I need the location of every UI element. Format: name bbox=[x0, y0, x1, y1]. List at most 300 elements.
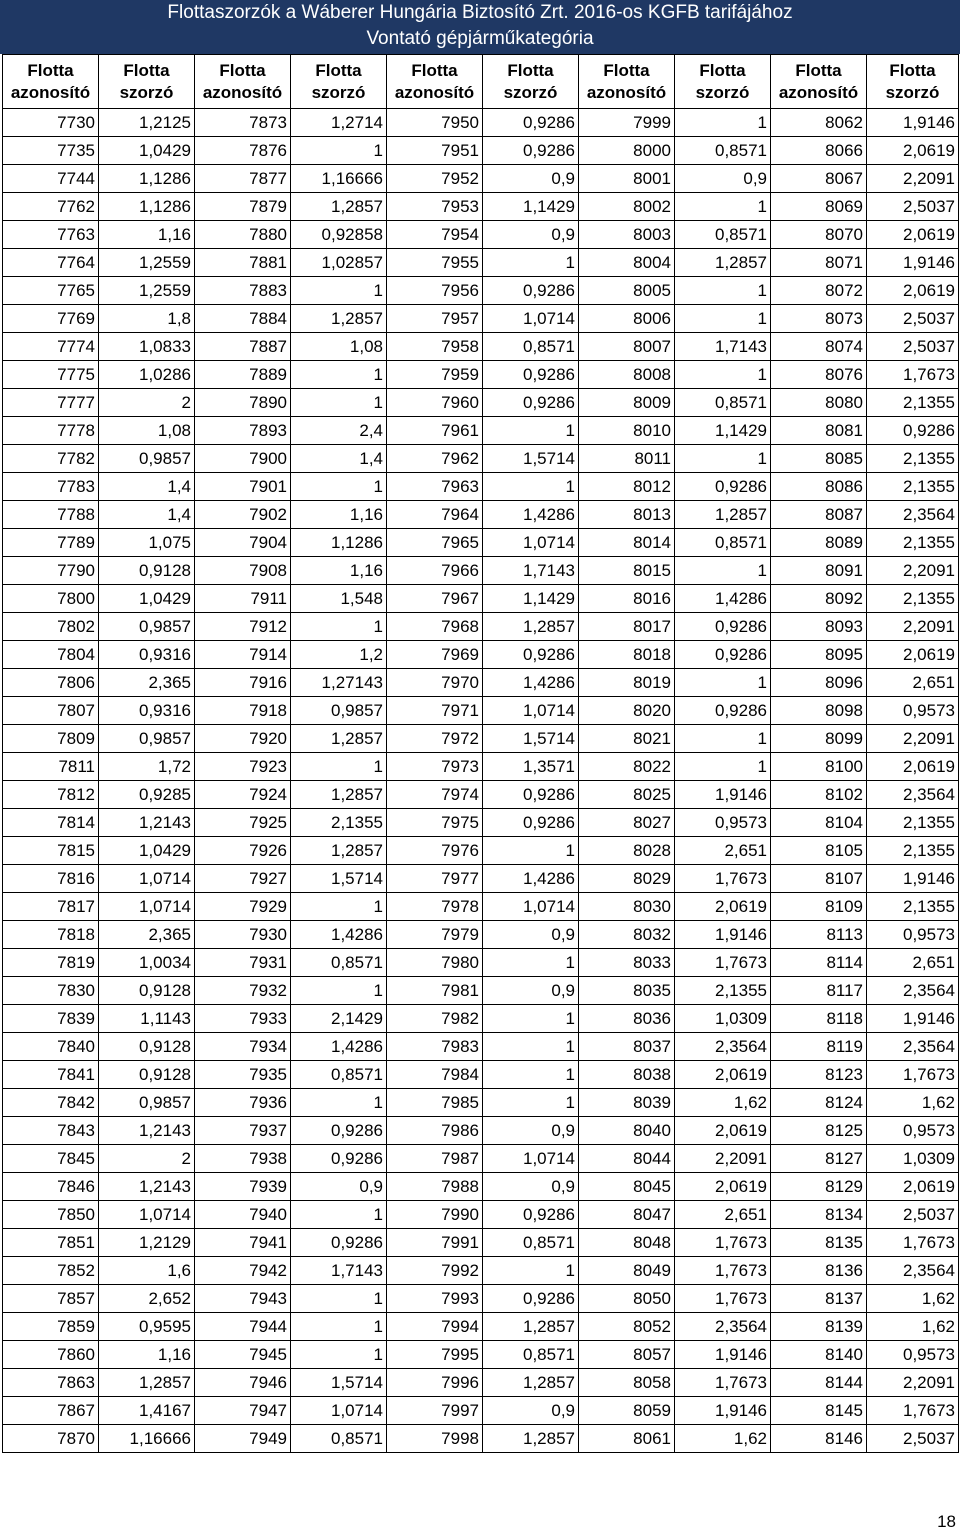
column-header bbox=[99, 55, 195, 109]
fleet-id-cell: 7873 bbox=[195, 109, 291, 137]
column-header-line2: azonosító bbox=[202, 82, 283, 102]
column-header-line2: azonosító bbox=[778, 82, 859, 102]
fleet-id-cell: 7884 bbox=[195, 305, 291, 333]
fleet-id-cell: 7957 bbox=[387, 305, 483, 333]
multiplier-cell: 2,5037 bbox=[867, 193, 959, 221]
multiplier-cell: 1,2559 bbox=[99, 249, 195, 277]
fleet-id-cell: 7984 bbox=[387, 1061, 483, 1089]
table-row bbox=[3, 1117, 959, 1145]
fleet-id-cell: 7979 bbox=[387, 921, 483, 949]
fleet-id-cell: 8070 bbox=[771, 221, 867, 249]
multiplier-cell: 2,1355 bbox=[867, 893, 959, 921]
multiplier-cell: 1,5714 bbox=[291, 1369, 387, 1397]
multiplier-cell: 0,9128 bbox=[99, 1033, 195, 1061]
fleet-id-cell: 7778 bbox=[3, 417, 99, 445]
fleet-id-cell: 8074 bbox=[771, 333, 867, 361]
fleet-id-cell: 7818 bbox=[3, 921, 99, 949]
multiplier-cell: 0,9128 bbox=[99, 1061, 195, 1089]
fleet-id-cell: 7994 bbox=[387, 1313, 483, 1341]
multiplier-cell: 0,9286 bbox=[483, 389, 579, 417]
fleet-id-cell: 8071 bbox=[771, 249, 867, 277]
fleet-id-cell: 7815 bbox=[3, 837, 99, 865]
multiplier-cell: 2,3564 bbox=[867, 1257, 959, 1285]
fleet-id-cell: 7845 bbox=[3, 1145, 99, 1173]
multiplier-cell: 1,0309 bbox=[675, 1005, 771, 1033]
table-row bbox=[3, 165, 959, 193]
multiplier-cell: 2,5037 bbox=[867, 305, 959, 333]
fleet-id-cell: 8080 bbox=[771, 389, 867, 417]
fleet-id-cell: 7879 bbox=[195, 193, 291, 221]
multiplier-cell: 2,0619 bbox=[867, 137, 959, 165]
column-header bbox=[771, 55, 867, 109]
fleet-id-cell: 8096 bbox=[771, 669, 867, 697]
fleet-id-cell: 7959 bbox=[387, 361, 483, 389]
multiplier-cell: 0,9 bbox=[483, 221, 579, 249]
multiplier-cell: 0,9286 bbox=[483, 109, 579, 137]
fleet-id-cell: 7946 bbox=[195, 1369, 291, 1397]
multiplier-cell: 1 bbox=[675, 557, 771, 585]
multiplier-cell: 1,0714 bbox=[483, 697, 579, 725]
fleet-id-cell: 7775 bbox=[3, 361, 99, 389]
multiplier-cell: 2,1355 bbox=[867, 585, 959, 613]
fleet-id-cell: 8118 bbox=[771, 1005, 867, 1033]
table-row bbox=[3, 585, 959, 613]
fleet-id-cell: 7890 bbox=[195, 389, 291, 417]
multiplier-cell: 2,2091 bbox=[867, 613, 959, 641]
fleet-id-cell: 7764 bbox=[3, 249, 99, 277]
multiplier-cell: 1,1286 bbox=[99, 165, 195, 193]
multiplier-cell: 1 bbox=[291, 361, 387, 389]
multiplier-cell: 1,3571 bbox=[483, 753, 579, 781]
multiplier-cell: 1,16 bbox=[99, 1341, 195, 1369]
fleet-id-cell: 7931 bbox=[195, 949, 291, 977]
fleet-id-cell: 7942 bbox=[195, 1257, 291, 1285]
fleet-id-cell: 7851 bbox=[3, 1229, 99, 1257]
fleet-id-cell: 8005 bbox=[579, 277, 675, 305]
table-row bbox=[3, 109, 959, 137]
fleet-id-cell: 7997 bbox=[387, 1397, 483, 1425]
multiplier-cell: 0,9286 bbox=[291, 1145, 387, 1173]
fleet-id-cell: 8067 bbox=[771, 165, 867, 193]
multiplier-cell: 1,9146 bbox=[675, 1397, 771, 1425]
multiplier-cell: 1,27143 bbox=[291, 669, 387, 697]
page-number: 18 bbox=[937, 1512, 956, 1531]
fleet-id-cell: 7976 bbox=[387, 837, 483, 865]
multiplier-cell: 0,9286 bbox=[675, 473, 771, 501]
fleet-id-cell: 7936 bbox=[195, 1089, 291, 1117]
multiplier-cell: 0,8571 bbox=[675, 529, 771, 557]
fleet-id-cell: 7806 bbox=[3, 669, 99, 697]
fleet-id-cell: 8013 bbox=[579, 501, 675, 529]
multiplier-cell: 1,2129 bbox=[99, 1229, 195, 1257]
fleet-id-cell: 7877 bbox=[195, 165, 291, 193]
multiplier-cell: 1,0429 bbox=[99, 585, 195, 613]
multiplier-cell: 0,9857 bbox=[99, 445, 195, 473]
fleet-id-cell: 8129 bbox=[771, 1173, 867, 1201]
fleet-id-cell: 7972 bbox=[387, 725, 483, 753]
multiplier-cell: 1 bbox=[291, 1089, 387, 1117]
multiplier-cell: 0,9286 bbox=[675, 697, 771, 725]
fleet-id-cell: 7782 bbox=[3, 445, 99, 473]
fleet-id-cell: 8125 bbox=[771, 1117, 867, 1145]
fleet-id-cell: 7988 bbox=[387, 1173, 483, 1201]
column-header bbox=[675, 55, 771, 109]
fleet-id-cell: 7975 bbox=[387, 809, 483, 837]
multiplier-cell: 2,1355 bbox=[867, 809, 959, 837]
table-row bbox=[3, 361, 959, 389]
table-row bbox=[3, 1173, 959, 1201]
table-row bbox=[3, 949, 959, 977]
multiplier-cell: 1,4 bbox=[291, 445, 387, 473]
fleet-id-cell: 7859 bbox=[3, 1313, 99, 1341]
multiplier-cell: 0,9 bbox=[483, 977, 579, 1005]
multiplier-cell: 0,8571 bbox=[675, 137, 771, 165]
multiplier-cell: 2,3564 bbox=[867, 781, 959, 809]
multiplier-cell: 2,0619 bbox=[675, 1173, 771, 1201]
multiplier-cell: 1,7143 bbox=[675, 333, 771, 361]
fleet-id-cell: 7995 bbox=[387, 1341, 483, 1369]
table-row bbox=[3, 1425, 959, 1453]
column-header-line1: Flotta bbox=[795, 60, 842, 80]
multiplier-cell: 0,9286 bbox=[675, 641, 771, 669]
multiplier-cell: 0,9857 bbox=[291, 697, 387, 725]
column-header-line1: Flotta bbox=[219, 60, 266, 80]
fleet-id-cell: 8018 bbox=[579, 641, 675, 669]
multiplier-cell: 1,0309 bbox=[867, 1145, 959, 1173]
fleet-id-cell: 8059 bbox=[579, 1397, 675, 1425]
multiplier-cell: 1,5714 bbox=[291, 865, 387, 893]
multiplier-cell: 1,7673 bbox=[867, 1397, 959, 1425]
table-row bbox=[3, 697, 959, 725]
fleet-id-cell: 7992 bbox=[387, 1257, 483, 1285]
multiplier-cell: 2,5037 bbox=[867, 333, 959, 361]
fleet-id-cell: 7730 bbox=[3, 109, 99, 137]
fleet-id-cell: 8044 bbox=[579, 1145, 675, 1173]
fleet-id-cell: 8144 bbox=[771, 1369, 867, 1397]
multiplier-cell: 1,4286 bbox=[291, 1033, 387, 1061]
fleet-id-cell: 8102 bbox=[771, 781, 867, 809]
fleet-id-cell: 8109 bbox=[771, 893, 867, 921]
multiplier-cell: 0,9286 bbox=[483, 1201, 579, 1229]
table-row bbox=[3, 893, 959, 921]
fleet-id-cell: 7811 bbox=[3, 753, 99, 781]
fleet-id-cell: 7744 bbox=[3, 165, 99, 193]
fleet-id-cell: 8146 bbox=[771, 1425, 867, 1453]
multiplier-cell: 2,2091 bbox=[675, 1145, 771, 1173]
fleet-id-cell: 8027 bbox=[579, 809, 675, 837]
multiplier-cell: 0,92858 bbox=[291, 221, 387, 249]
table-row bbox=[3, 473, 959, 501]
multiplier-cell: 2,0619 bbox=[675, 893, 771, 921]
multiplier-cell: 0,9 bbox=[483, 921, 579, 949]
column-header-line1: Flotta bbox=[699, 60, 746, 80]
multiplier-cell: 2,651 bbox=[675, 1201, 771, 1229]
fleet-id-cell: 7953 bbox=[387, 193, 483, 221]
fleet-multiplier-table bbox=[2, 54, 959, 1453]
fleet-id-cell: 7967 bbox=[387, 585, 483, 613]
multiplier-cell: 0,9286 bbox=[483, 809, 579, 837]
fleet-id-cell: 7804 bbox=[3, 641, 99, 669]
multiplier-cell: 0,9286 bbox=[675, 613, 771, 641]
multiplier-cell: 0,9595 bbox=[99, 1313, 195, 1341]
multiplier-cell: 1 bbox=[483, 1061, 579, 1089]
multiplier-cell: 1,0714 bbox=[291, 1397, 387, 1425]
column-header-line2: szorzó bbox=[311, 82, 366, 102]
table-row bbox=[3, 193, 959, 221]
column-header bbox=[867, 55, 959, 109]
fleet-id-cell: 8081 bbox=[771, 417, 867, 445]
table-row bbox=[3, 333, 959, 361]
fleet-id-cell: 8099 bbox=[771, 725, 867, 753]
multiplier-cell: 1,2857 bbox=[291, 781, 387, 809]
fleet-id-cell: 7971 bbox=[387, 697, 483, 725]
fleet-id-cell: 8038 bbox=[579, 1061, 675, 1089]
fleet-id-cell: 7788 bbox=[3, 501, 99, 529]
fleet-id-cell: 7814 bbox=[3, 809, 99, 837]
multiplier-cell: 1 bbox=[291, 389, 387, 417]
fleet-id-cell: 8085 bbox=[771, 445, 867, 473]
multiplier-cell: 1 bbox=[291, 753, 387, 781]
multiplier-cell: 1,2857 bbox=[291, 193, 387, 221]
fleet-id-cell: 8100 bbox=[771, 753, 867, 781]
fleet-id-cell: 7986 bbox=[387, 1117, 483, 1145]
fleet-id-cell: 7789 bbox=[3, 529, 99, 557]
multiplier-cell: 1,2857 bbox=[675, 501, 771, 529]
fleet-id-cell: 8062 bbox=[771, 109, 867, 137]
fleet-id-cell: 8058 bbox=[579, 1369, 675, 1397]
multiplier-cell: 1,2857 bbox=[675, 249, 771, 277]
fleet-id-cell: 7902 bbox=[195, 501, 291, 529]
multiplier-cell: 2,2091 bbox=[867, 557, 959, 585]
fleet-id-cell: 7999 bbox=[579, 109, 675, 137]
multiplier-cell: 0,8571 bbox=[483, 1229, 579, 1257]
fleet-id-cell: 7881 bbox=[195, 249, 291, 277]
multiplier-cell: 2,1355 bbox=[867, 837, 959, 865]
table-row bbox=[3, 837, 959, 865]
multiplier-cell: 2 bbox=[99, 1145, 195, 1173]
fleet-id-cell: 7783 bbox=[3, 473, 99, 501]
fleet-id-cell: 8017 bbox=[579, 613, 675, 641]
fleet-id-cell: 8035 bbox=[579, 977, 675, 1005]
fleet-id-cell: 7926 bbox=[195, 837, 291, 865]
fleet-id-cell: 8117 bbox=[771, 977, 867, 1005]
fleet-id-cell: 7857 bbox=[3, 1285, 99, 1313]
multiplier-cell: 1,1286 bbox=[291, 529, 387, 557]
multiplier-cell: 1 bbox=[675, 669, 771, 697]
fleet-id-cell: 8019 bbox=[579, 669, 675, 697]
column-header-line2: azonosító bbox=[394, 82, 475, 102]
fleet-id-cell: 7987 bbox=[387, 1145, 483, 1173]
multiplier-cell: 1 bbox=[291, 977, 387, 1005]
fleet-id-cell: 8039 bbox=[579, 1089, 675, 1117]
fleet-id-cell: 8008 bbox=[579, 361, 675, 389]
fleet-id-cell: 8095 bbox=[771, 641, 867, 669]
multiplier-cell: 1,0714 bbox=[483, 1145, 579, 1173]
multiplier-cell: 0,8571 bbox=[483, 1341, 579, 1369]
column-header-line2: szorzó bbox=[119, 82, 174, 102]
fleet-id-cell: 8105 bbox=[771, 837, 867, 865]
table-row bbox=[3, 921, 959, 949]
multiplier-cell: 0,9 bbox=[483, 1397, 579, 1425]
multiplier-cell: 1,2857 bbox=[483, 1425, 579, 1453]
fleet-id-cell: 7937 bbox=[195, 1117, 291, 1145]
table-row bbox=[3, 613, 959, 641]
fleet-id-cell: 7790 bbox=[3, 557, 99, 585]
fleet-id-cell: 7762 bbox=[3, 193, 99, 221]
fleet-id-cell: 7843 bbox=[3, 1117, 99, 1145]
multiplier-cell: 1,2857 bbox=[99, 1369, 195, 1397]
fleet-id-cell: 7807 bbox=[3, 697, 99, 725]
multiplier-cell: 1,0714 bbox=[99, 865, 195, 893]
fleet-id-cell: 7952 bbox=[387, 165, 483, 193]
fleet-id-cell: 7939 bbox=[195, 1173, 291, 1201]
fleet-id-cell: 7958 bbox=[387, 333, 483, 361]
multiplier-cell: 1,7673 bbox=[675, 949, 771, 977]
fleet-id-cell: 8030 bbox=[579, 893, 675, 921]
multiplier-cell: 1,62 bbox=[675, 1089, 771, 1117]
multiplier-cell: 1,7143 bbox=[483, 557, 579, 585]
table-row bbox=[3, 417, 959, 445]
multiplier-cell: 0,9316 bbox=[99, 697, 195, 725]
multiplier-cell: 1,08 bbox=[99, 417, 195, 445]
multiplier-cell: 1,0714 bbox=[483, 529, 579, 557]
column-header-line1: Flotta bbox=[889, 60, 936, 80]
fleet-id-cell: 7924 bbox=[195, 781, 291, 809]
fleet-id-cell: 7883 bbox=[195, 277, 291, 305]
fleet-id-cell: 7973 bbox=[387, 753, 483, 781]
fleet-id-cell: 7914 bbox=[195, 641, 291, 669]
fleet-id-cell: 7968 bbox=[387, 613, 483, 641]
table-row bbox=[3, 277, 959, 305]
table-row bbox=[3, 501, 959, 529]
table-row bbox=[3, 865, 959, 893]
table-row bbox=[3, 1257, 959, 1285]
fleet-id-cell: 7841 bbox=[3, 1061, 99, 1089]
column-header bbox=[483, 55, 579, 109]
multiplier-cell: 0,9286 bbox=[483, 137, 579, 165]
multiplier-cell: 1 bbox=[291, 613, 387, 641]
multiplier-cell: 1 bbox=[483, 1005, 579, 1033]
fleet-id-cell: 7974 bbox=[387, 781, 483, 809]
fleet-id-cell: 7929 bbox=[195, 893, 291, 921]
fleet-id-cell: 7961 bbox=[387, 417, 483, 445]
fleet-id-cell: 7852 bbox=[3, 1257, 99, 1285]
multiplier-cell: 1,7673 bbox=[675, 1369, 771, 1397]
table-row bbox=[3, 1033, 959, 1061]
fleet-id-cell: 8007 bbox=[579, 333, 675, 361]
multiplier-cell: 0,9286 bbox=[291, 1229, 387, 1257]
table-row bbox=[3, 1341, 959, 1369]
table-row bbox=[3, 725, 959, 753]
multiplier-cell: 1 bbox=[483, 1089, 579, 1117]
multiplier-cell: 1,4 bbox=[99, 473, 195, 501]
fleet-id-cell: 8048 bbox=[579, 1229, 675, 1257]
fleet-id-cell: 7970 bbox=[387, 669, 483, 697]
multiplier-cell: 1,0286 bbox=[99, 361, 195, 389]
multiplier-cell: 2,2091 bbox=[867, 725, 959, 753]
fleet-id-cell: 7860 bbox=[3, 1341, 99, 1369]
fleet-id-cell: 8022 bbox=[579, 753, 675, 781]
multiplier-cell: 2,651 bbox=[867, 949, 959, 977]
multiplier-cell: 1,4286 bbox=[483, 865, 579, 893]
table-row bbox=[3, 249, 959, 277]
fleet-id-cell: 7930 bbox=[195, 921, 291, 949]
fleet-id-cell: 7982 bbox=[387, 1005, 483, 1033]
column-header-line2: azonosító bbox=[586, 82, 667, 102]
fleet-id-cell: 8113 bbox=[771, 921, 867, 949]
multiplier-cell: 1,075 bbox=[99, 529, 195, 557]
table-row bbox=[3, 305, 959, 333]
multiplier-cell: 0,9286 bbox=[483, 641, 579, 669]
multiplier-cell: 1,7673 bbox=[675, 1229, 771, 1257]
table-row bbox=[3, 641, 959, 669]
fleet-id-cell: 8134 bbox=[771, 1201, 867, 1229]
multiplier-cell: 1,9146 bbox=[675, 1341, 771, 1369]
table-row bbox=[3, 809, 959, 837]
table-row bbox=[3, 529, 959, 557]
column-header-line2: azonosító bbox=[10, 82, 91, 102]
column-header-line1: Flotta bbox=[315, 60, 362, 80]
fleet-id-cell: 7925 bbox=[195, 809, 291, 837]
multiplier-cell: 2,1429 bbox=[291, 1005, 387, 1033]
multiplier-cell: 2,651 bbox=[867, 669, 959, 697]
fleet-id-cell: 8003 bbox=[579, 221, 675, 249]
fleet-id-cell: 7908 bbox=[195, 557, 291, 585]
fleet-id-cell: 8087 bbox=[771, 501, 867, 529]
fleet-id-cell: 7920 bbox=[195, 725, 291, 753]
multiplier-cell: 1,4 bbox=[99, 501, 195, 529]
fleet-id-cell: 7916 bbox=[195, 669, 291, 697]
multiplier-cell: 2,3564 bbox=[867, 1033, 959, 1061]
fleet-id-cell: 8140 bbox=[771, 1341, 867, 1369]
multiplier-cell: 2,1355 bbox=[867, 529, 959, 557]
multiplier-cell: 0,9573 bbox=[867, 697, 959, 725]
fleet-id-cell: 7949 bbox=[195, 1425, 291, 1453]
multiplier-cell: 1,2857 bbox=[291, 837, 387, 865]
fleet-id-cell: 7809 bbox=[3, 725, 99, 753]
multiplier-cell: 2 bbox=[99, 389, 195, 417]
fleet-id-cell: 7900 bbox=[195, 445, 291, 473]
multiplier-cell: 0,9128 bbox=[99, 557, 195, 585]
multiplier-cell: 1,2 bbox=[291, 641, 387, 669]
multiplier-cell: 2,1355 bbox=[867, 473, 959, 501]
fleet-id-cell: 7934 bbox=[195, 1033, 291, 1061]
multiplier-cell: 1,2857 bbox=[483, 1369, 579, 1397]
fleet-id-cell: 7985 bbox=[387, 1089, 483, 1117]
multiplier-cell: 1,62 bbox=[867, 1089, 959, 1117]
column-header bbox=[579, 55, 675, 109]
fleet-id-cell: 7763 bbox=[3, 221, 99, 249]
multiplier-cell: 1,2857 bbox=[483, 1313, 579, 1341]
multiplier-cell: 2,3564 bbox=[675, 1313, 771, 1341]
table-row bbox=[3, 1145, 959, 1173]
document-title: Flottaszorzók a Wáberer Hungária Biztosító Zrt. 2016-os KGFB tarifájához bbox=[167, 2, 793, 23]
fleet-id-cell: 7911 bbox=[195, 585, 291, 613]
fleet-id-cell: 8036 bbox=[579, 1005, 675, 1033]
multiplier-cell: 2,2091 bbox=[867, 165, 959, 193]
multiplier-cell: 2,5037 bbox=[867, 1425, 959, 1453]
multiplier-cell: 1 bbox=[675, 361, 771, 389]
multiplier-cell: 2,0619 bbox=[867, 277, 959, 305]
fleet-id-cell: 8049 bbox=[579, 1257, 675, 1285]
multiplier-cell: 2,0619 bbox=[867, 1173, 959, 1201]
multiplier-cell: 1,1429 bbox=[675, 417, 771, 445]
multiplier-cell: 0,9857 bbox=[99, 1089, 195, 1117]
table-row bbox=[3, 1005, 959, 1033]
column-header-line2: szorzó bbox=[503, 82, 558, 102]
fleet-id-cell: 7842 bbox=[3, 1089, 99, 1117]
multiplier-cell: 1,7673 bbox=[675, 1257, 771, 1285]
